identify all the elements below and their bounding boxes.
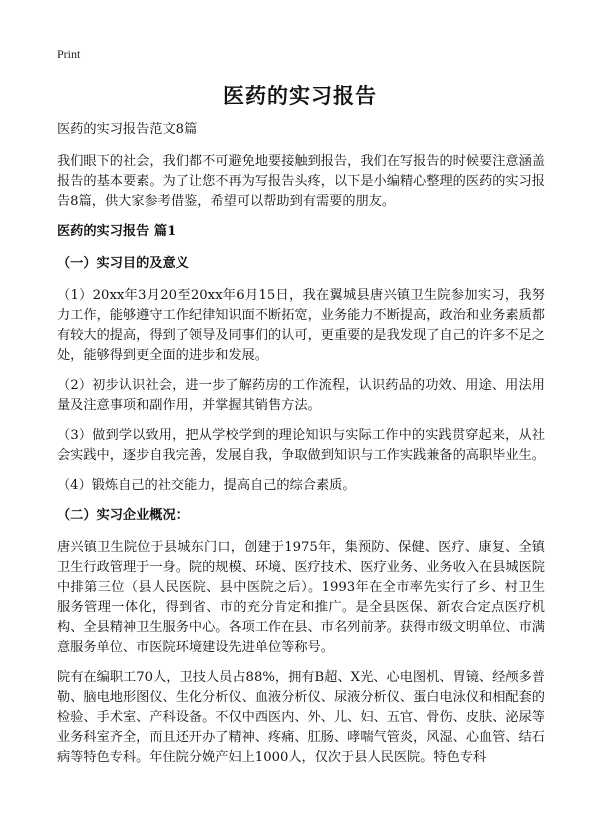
overview-paragraph: 唐兴镇卫生院位于县城东门口，创建于1975年，集预防、保健、医疗、康复、全镇卫生行政管理于一身。院的规模、环境、医疗技术、医疗业务、业务收入在县城医院中排第三位（县人民医院、县中医院之后）。1993年在全市率先实行了乡、村卫生服务管理一体化，得到省、市的充分肯定和推广。是全县医保、新农合定点医疗机构、全县精神卫生服务中心。各项工作在县、市名列前茅。获得市级文明单位、市满意服务单位、市医院环境建设先进单位等称号。 [57,540,545,655]
document-body [57,120,545,778]
list-item: （2）初步认识社会，进一步了解药房的工作流程，认识药品的功效、用途、用法用量及注意事项和副作用，并掌握其销售方法。 [57,378,545,413]
overview-paragraph: 院有在编职工70人，卫技人员占88%，拥有B超、X光、心电图机、胃镜、经颅多普勒、脑电地形图仪、生化分析仪、血液分析仪、尿液分析仪、蛋白电泳仪和相配套的检验、手术室、产科设备。不仅中西医内、外、儿、妇、五官、骨伤、皮肤、泌尿等业务科室齐全，而且还开办了精神、疼痛、肛肠、哮喘气管炎，风湿、心血管、结石病等特色专科。年住院分娩产妇上1000人，仅次于县人民医院。特色专科 [57,670,545,765]
list-item: （1）20xx年3月20至20xx年6月15日，我在翼城县唐兴镇卫生院参加实习，我努力工作，能够遵守工作纪律知识面不断拓宽，业务能力不断提高，政治和业务素质都有较大的提高，得到了领导及同事们的认可，更重要的是我发现了自己的许多不足之处，能够得到更全面的进步和发展。 [57,288,545,363]
part-heading-purpose: （一）实习目的及意义 [57,256,189,271]
print-link[interactable]: Print [57,47,81,61]
intro-paragraph: 我们眼下的社会，我们都不可避免地要接触到报告，我们在写报告的时候要注意涵盖报告的基本要素。为了让您不再为写报告头疼，以下是小编精心整理的医药的实习报告8篇，供大家参考借鉴，希望可以帮助到有需要的朋友。 [57,154,545,209]
part-heading-overview: （二）实习企业概况： [57,508,189,523]
list-item: （4）锻炼自己的社交能力，提高自己的综合素质。 [57,478,356,493]
section-heading: 医药的实习报告 篇1 [57,224,177,239]
page-title: 医药的实习报告 [223,83,377,108]
list-item: （3）做到学以致用，把从学校学到的理论知识与实际工作中的实践贯穿起来，从社会实践中，逐步自我完善，发展自我，争取做到知识与工作实践兼备的高职毕业生。 [57,428,545,463]
document-subtitle: 医药的实习报告范文8篇 [57,122,198,137]
